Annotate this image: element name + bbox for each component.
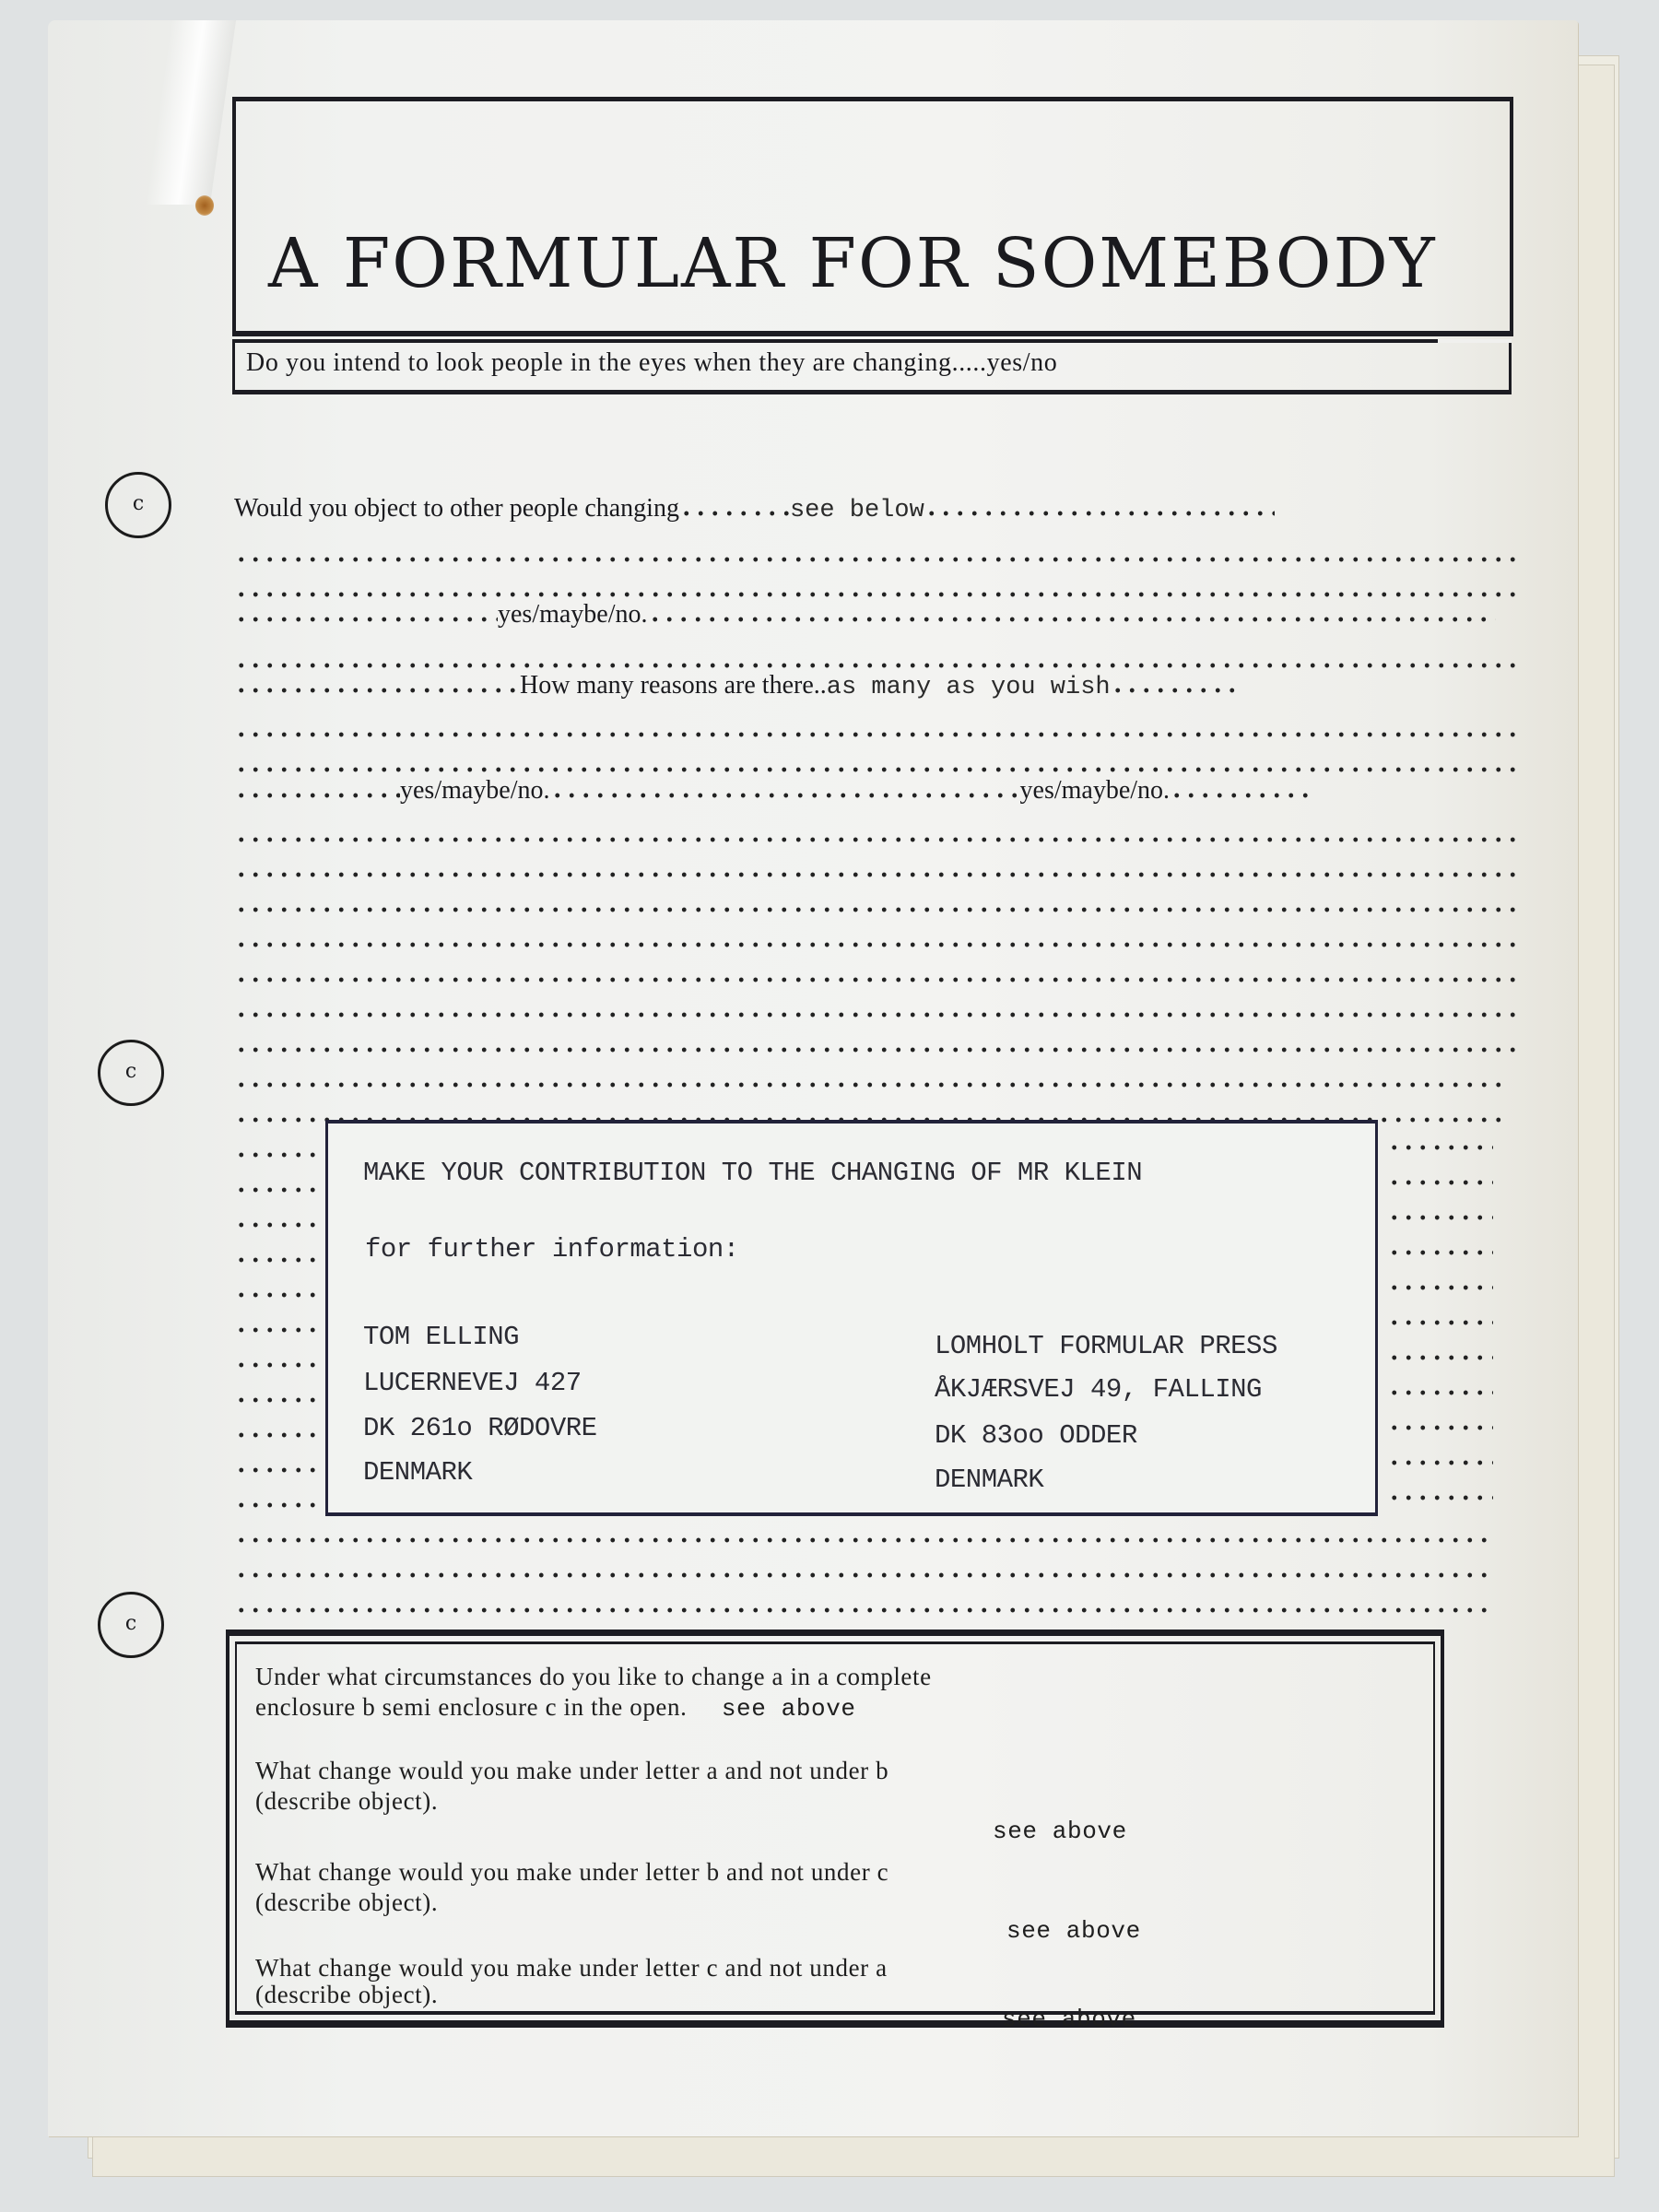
answer-line[interactable]	[234, 538, 1515, 571]
answer-line-stub[interactable]	[1387, 1266, 1498, 1300]
dot-leader	[234, 1572, 1492, 1578]
change-a-question-line2: (describe object).	[255, 1787, 439, 1815]
answer-line-stub[interactable]	[234, 1344, 317, 1377]
dot-leader	[234, 1187, 317, 1193]
dot-leader	[1387, 1145, 1493, 1150]
dot-leader	[1111, 688, 1240, 693]
answer-line-stub[interactable]	[1387, 1196, 1498, 1230]
dot-leader	[924, 511, 1275, 516]
dot-leader	[234, 1467, 317, 1473]
answer-line-stub[interactable]	[234, 1414, 317, 1447]
answer-line-stub[interactable]	[1387, 1406, 1498, 1440]
circumstances-answer[interactable]: see above	[721, 1695, 856, 1723]
change-a-answer[interactable]: see above	[993, 1818, 1127, 1845]
answer-line[interactable]	[234, 598, 1515, 631]
answer-line-stub[interactable]	[234, 1379, 317, 1412]
dot-leader	[234, 617, 498, 622]
answer-line-stub[interactable]	[234, 1484, 317, 1517]
address-left-city: DK 261o RØDOVRE	[363, 1413, 597, 1443]
address-right-name: LOMHOLT FORMULAR PRESS	[935, 1331, 1277, 1361]
answer-line-stub[interactable]	[1387, 1161, 1498, 1194]
change-b-question-line2: (describe object).	[255, 1888, 439, 1916]
dot-leader	[234, 732, 1515, 737]
answer-line[interactable]	[234, 888, 1515, 922]
dot-leader	[1387, 1180, 1493, 1185]
change-b-answer[interactable]: see above	[1006, 1917, 1141, 1945]
answer-line[interactable]	[234, 774, 1515, 807]
dot-leader	[234, 942, 1515, 947]
dot-leader	[234, 1362, 317, 1368]
answer-line-stub[interactable]	[234, 1239, 317, 1272]
dot-leader	[234, 1607, 1492, 1613]
address-right-city: DK 83oo ODDER	[935, 1420, 1137, 1451]
dot-leader	[1387, 1250, 1493, 1255]
answer-line[interactable]	[234, 1029, 1515, 1062]
answer-line[interactable]	[234, 994, 1515, 1027]
address-left-country: DENMARK	[363, 1457, 473, 1488]
dot-leader	[679, 511, 790, 516]
intro-question-text: Do you intend to look people in the eyes when they are changing.....	[246, 348, 987, 377]
dot-leader	[234, 977, 1515, 982]
intro-question-answer[interactable]: yes/no	[986, 348, 1058, 377]
dot-leader	[234, 837, 1515, 842]
object-question-answer: see below	[789, 497, 924, 524]
questions-box	[226, 1630, 1444, 2033]
title-box	[232, 97, 1513, 336]
dot-leader	[1387, 1460, 1493, 1465]
answer-line-stub[interactable]	[1387, 1336, 1498, 1370]
contribution-subheading: for further information:	[365, 1234, 739, 1265]
answer-choices: yes/maybe/no.	[400, 776, 550, 805]
rust-stain	[195, 195, 214, 216]
questions-box-inner	[235, 1641, 1435, 2033]
change-b-question-line1: What change would you make under letter b and not under c	[255, 1858, 889, 1886]
dot-leader	[234, 793, 400, 798]
address-right-country: DENMARK	[935, 1465, 1044, 1495]
dot-leader	[550, 793, 1020, 798]
dot-leader	[1170, 793, 1308, 798]
answer-line[interactable]	[234, 713, 1515, 747]
answer-line-stub[interactable]	[234, 1309, 317, 1342]
dot-leader	[234, 592, 1515, 597]
dot-leader	[234, 1222, 317, 1228]
dot-leader	[234, 1012, 1515, 1018]
contribution-heading: MAKE YOUR CONTRIBUTION TO THE CHANGING OF MR KLEIN	[363, 1158, 1143, 1188]
object-question: Would you object to other people changing	[234, 494, 679, 523]
change-c-question-line2: (describe object).	[255, 1981, 439, 2008]
answer-line-stub[interactable]	[1387, 1301, 1498, 1335]
dot-leader	[1387, 1215, 1493, 1220]
dot-leader	[234, 1537, 1492, 1543]
answer-line-stub[interactable]	[234, 1169, 317, 1202]
dot-leader	[648, 617, 1496, 622]
answer-line[interactable]	[234, 492, 1515, 525]
answer-line[interactable]	[234, 669, 1515, 702]
dot-leader	[234, 1397, 317, 1403]
dot-leader	[234, 872, 1515, 877]
circle-marker-c: c	[98, 1040, 164, 1106]
circle-marker-c: c	[105, 472, 171, 538]
intro-question	[246, 348, 1057, 378]
dot-leader	[1387, 1320, 1493, 1325]
paper-crease	[146, 20, 236, 205]
answer-line[interactable]	[234, 853, 1515, 887]
reasons-question: How many reasons are there..	[520, 671, 827, 700]
dot-leader	[234, 1047, 1515, 1053]
contribution-box	[325, 1120, 1378, 1516]
answer-line[interactable]	[234, 818, 1515, 852]
page-title: A FORMULAR FOR SOMEBODY	[268, 224, 1437, 303]
circumstances-question-text: enclosure b semi enclosure c in the open.	[255, 1693, 688, 1721]
intro-question-box	[232, 339, 1512, 394]
dot-leader	[1387, 1390, 1493, 1395]
address-right-street: ÅKJÆRSVEJ 49, FALLING	[935, 1374, 1262, 1405]
box-notch	[1438, 339, 1512, 343]
dot-leader	[1387, 1355, 1493, 1360]
reasons-answer: as many as you wish	[826, 674, 1111, 701]
answer-line-stub[interactable]	[234, 1204, 317, 1237]
change-c-answer[interactable]: see above	[1002, 2006, 1136, 2033]
answer-choices: yes/maybe/no.	[498, 600, 648, 629]
dot-leader	[1387, 1425, 1493, 1430]
dot-leader	[1387, 1495, 1493, 1500]
dot-leader	[234, 767, 1515, 772]
answer-line-stub[interactable]	[1387, 1126, 1498, 1159]
circumstances-question-line1: Under what circumstances do you like to change a in a complete	[255, 1663, 932, 1690]
dot-leader	[234, 663, 1515, 668]
circle-marker-c: c	[98, 1592, 164, 1658]
dot-leader	[234, 1152, 317, 1158]
answer-line[interactable]	[234, 1519, 1515, 1552]
dot-leader	[234, 557, 1515, 562]
answer-choices: yes/maybe/no.	[1019, 776, 1171, 805]
dot-leader	[234, 1292, 317, 1298]
answer-line-stub[interactable]	[1387, 1477, 1498, 1510]
dot-leader	[234, 1432, 317, 1438]
dot-leader	[234, 1502, 317, 1508]
address-left-street: LUCERNEVEJ 427	[363, 1368, 582, 1398]
dot-leader	[1387, 1285, 1493, 1290]
change-a-question-line1: What change would you make under letter a and not under b	[255, 1757, 889, 1784]
answer-line[interactable]	[234, 1064, 1515, 1097]
dot-leader	[234, 1082, 1506, 1088]
answer-line-stub[interactable]	[1387, 1231, 1498, 1265]
dot-leader	[234, 1257, 317, 1263]
answer-line-stub[interactable]	[234, 1449, 317, 1482]
dot-leader	[234, 907, 1515, 912]
answer-line[interactable]	[234, 924, 1515, 957]
dot-leader	[234, 1327, 317, 1333]
answer-line[interactable]	[234, 959, 1515, 992]
answer-line[interactable]	[234, 1589, 1515, 1622]
answer-line-stub[interactable]	[1387, 1371, 1498, 1405]
change-c-question-line1: What change would you make under letter c and not under a	[255, 1954, 888, 1982]
dot-leader	[234, 688, 520, 693]
answer-line-stub[interactable]	[234, 1274, 317, 1307]
address-left-name: TOM ELLING	[363, 1322, 520, 1352]
answer-line-stub[interactable]	[1387, 1441, 1498, 1475]
answer-line-stub[interactable]	[234, 1134, 317, 1167]
circumstances-question-line2	[255, 1693, 856, 1723]
answer-line[interactable]	[234, 1554, 1515, 1587]
